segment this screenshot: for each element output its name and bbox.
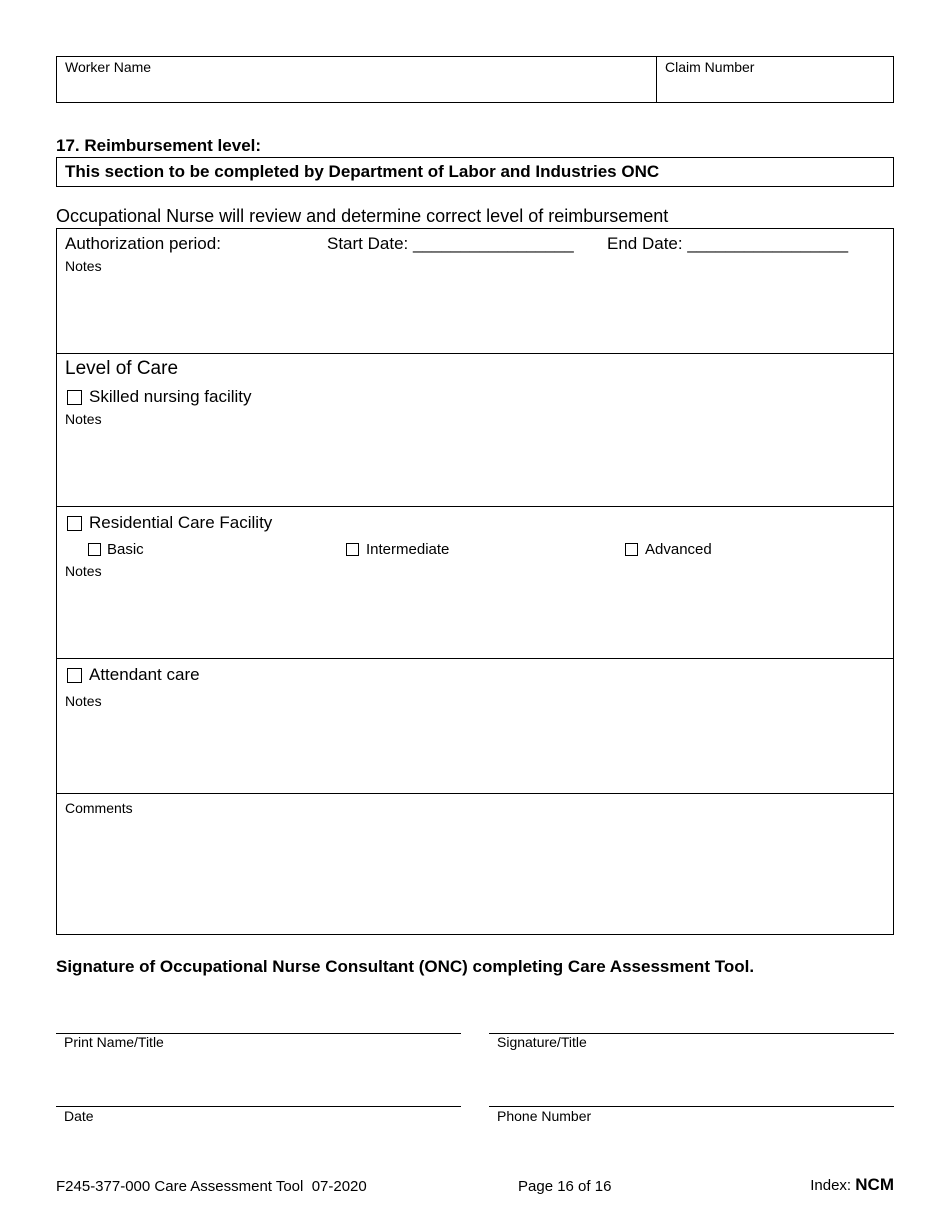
attendant-notes-label: Notes	[65, 693, 102, 709]
skilled-nursing-option[interactable]	[67, 387, 252, 407]
reimbursement-table	[56, 228, 894, 935]
completion-note-box	[56, 157, 894, 187]
advanced-option[interactable]	[625, 541, 712, 558]
basic-label: Basic	[107, 541, 144, 558]
footer-page-number: Page 16 of 16	[518, 1178, 612, 1195]
end-date-field[interactable]: End Date: _________________	[607, 234, 849, 253]
date-line[interactable]	[56, 1106, 461, 1107]
comments-row[interactable]	[57, 794, 893, 934]
footer-form-id: F245-377-000 Care Assessment Tool 07-2020	[56, 1178, 367, 1195]
attendant-care-row	[57, 659, 893, 794]
level-of-care-notes-label: Notes	[65, 411, 102, 427]
completion-note: This section to be completed by Department of Labor and Industries ONC	[65, 162, 660, 181]
residential-notes-label: Notes	[65, 563, 102, 579]
skilled-nursing-label: Skilled nursing facility	[89, 387, 252, 406]
signature-label: Signature/Title	[497, 1034, 587, 1050]
intermediate-label: Intermediate	[366, 541, 450, 558]
skilled-nursing-checkbox[interactable]	[67, 390, 82, 405]
footer-index-label: Index:	[810, 1177, 852, 1194]
level-of-care-row	[57, 354, 893, 507]
start-date-field[interactable]: Start Date: _________________	[327, 234, 574, 253]
footer-index-value: NCM	[855, 1175, 894, 1194]
attendant-care-label: Attendant care	[89, 665, 200, 684]
comments-label: Comments	[65, 800, 133, 816]
phone-label: Phone Number	[497, 1108, 592, 1124]
basic-checkbox[interactable]	[88, 543, 101, 556]
level-of-care-heading: Level of Care	[65, 358, 179, 379]
section-title: 17. Reimbursement level:	[56, 136, 262, 155]
basic-option[interactable]	[88, 541, 144, 558]
authorization-notes-label: Notes	[65, 258, 102, 274]
footer-index	[810, 1175, 894, 1195]
residential-care-row	[57, 507, 893, 659]
claim-number-label: Claim Number	[665, 59, 755, 75]
worker-info-box	[56, 56, 894, 103]
intermediate-option[interactable]	[346, 541, 449, 558]
date-label: Date	[64, 1108, 94, 1124]
signature-heading: Signature of Occupational Nurse Consultant (ONC) completing Care Assessment Tool.	[56, 957, 755, 976]
instruction-text: Occupational Nurse will review and determine correct level of reimbursement	[56, 206, 669, 226]
residential-care-option[interactable]	[67, 513, 272, 533]
claim-number-field[interactable]	[657, 57, 893, 102]
worker-name-field[interactable]	[57, 57, 657, 102]
print-name-label: Print Name/Title	[64, 1034, 164, 1050]
phone-line[interactable]	[489, 1106, 894, 1107]
advanced-checkbox[interactable]	[625, 543, 638, 556]
residential-care-checkbox[interactable]	[67, 516, 82, 531]
residential-care-label: Residential Care Facility	[89, 513, 273, 532]
attendant-care-option[interactable]	[67, 665, 200, 685]
authorization-period-label: Authorization period:	[65, 234, 221, 253]
advanced-label: Advanced	[645, 541, 712, 558]
worker-name-label: Worker Name	[65, 59, 152, 75]
attendant-care-checkbox[interactable]	[67, 668, 82, 683]
intermediate-checkbox[interactable]	[346, 543, 359, 556]
authorization-row	[57, 229, 893, 354]
